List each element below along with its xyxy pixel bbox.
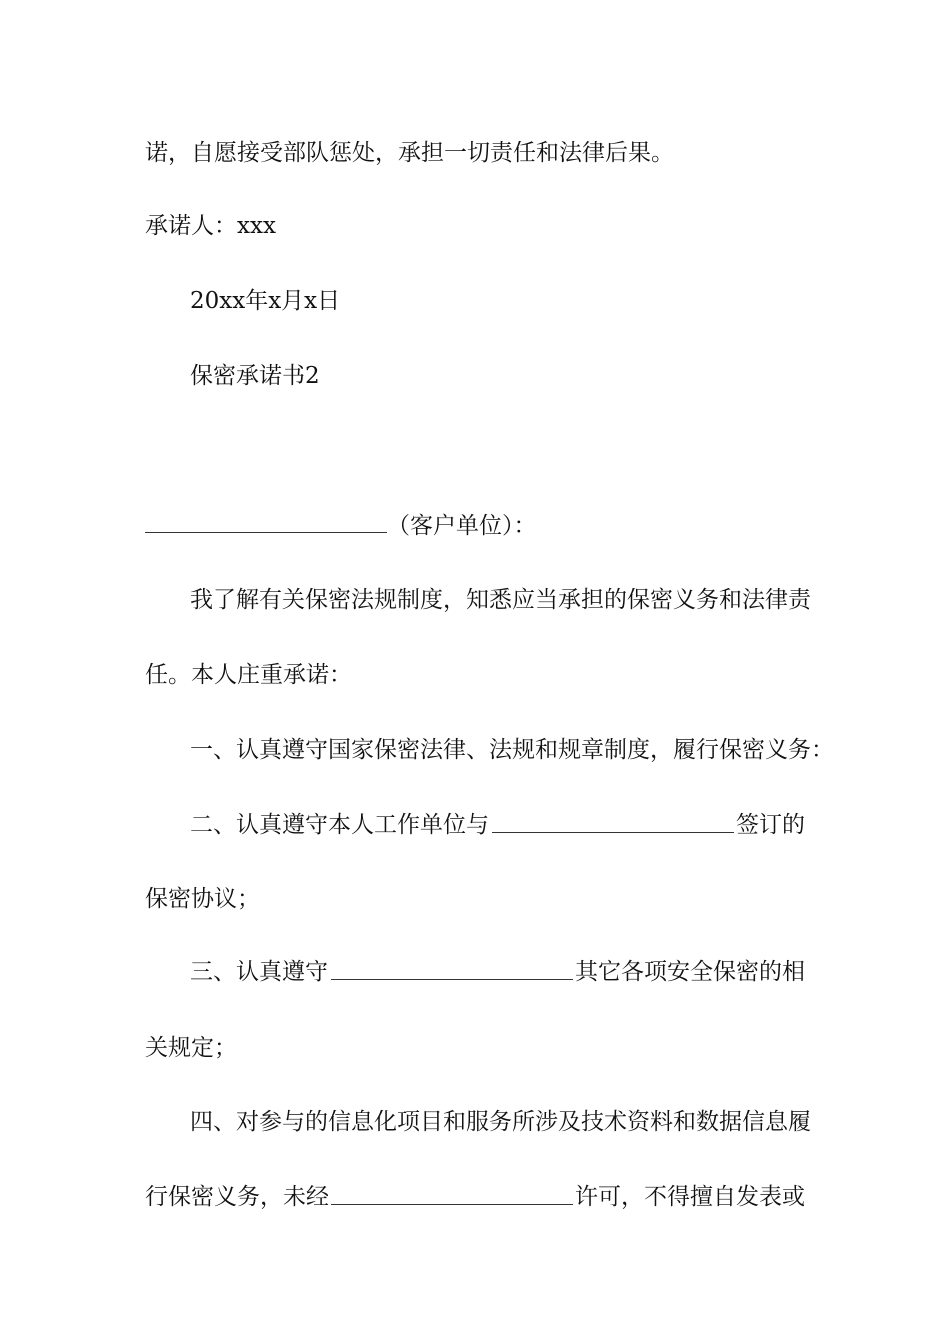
clause-three-suffix: 其它各项安全保密的相	[575, 959, 805, 985]
paragraph-line: 任。本人庄重承诺：	[145, 662, 352, 688]
promisor-label: 承诺人：xxx	[145, 213, 276, 239]
clause-two	[190, 810, 805, 840]
date-line: 20xx年x月x日	[190, 288, 341, 314]
fill-in-blank	[331, 957, 573, 980]
clause-three-prefix: 三、认真遵守	[190, 959, 328, 985]
paragraph-line: 诺，自愿接受部队惩处，承担一切责任和法律后果。	[145, 140, 674, 166]
paragraph-line: 我了解有关保密法规制度，知悉应当承担的保密义务和法律责	[190, 587, 811, 613]
clause-four: 四、对参与的信息化项目和服务所涉及技术资料和数据信息履	[190, 1109, 811, 1135]
clause-two-suffix: 签订的	[736, 812, 805, 838]
line-suffix: 许可，不得擅自发表或	[575, 1184, 805, 1210]
fill-in-blank	[145, 510, 387, 533]
clause-three	[190, 957, 805, 987]
fill-in-blank	[331, 1182, 573, 1205]
paragraph-line: 关规定；	[145, 1035, 237, 1061]
addressee-suffix: （客户单位）：	[387, 513, 537, 539]
clause-one: 一、认真遵守国家保密法律、法规和规章制度，履行保密义务：	[190, 737, 834, 763]
paragraph-line: 保密协议；	[145, 886, 260, 912]
paragraph-line	[145, 1182, 805, 1212]
clause-two-prefix: 二、认真遵守本人工作单位与	[190, 812, 489, 838]
fill-in-blank	[492, 810, 734, 833]
line-prefix: 行保密义务，未经	[145, 1184, 329, 1210]
section-title: 保密承诺书2	[190, 363, 320, 389]
addressee-line	[145, 510, 537, 541]
